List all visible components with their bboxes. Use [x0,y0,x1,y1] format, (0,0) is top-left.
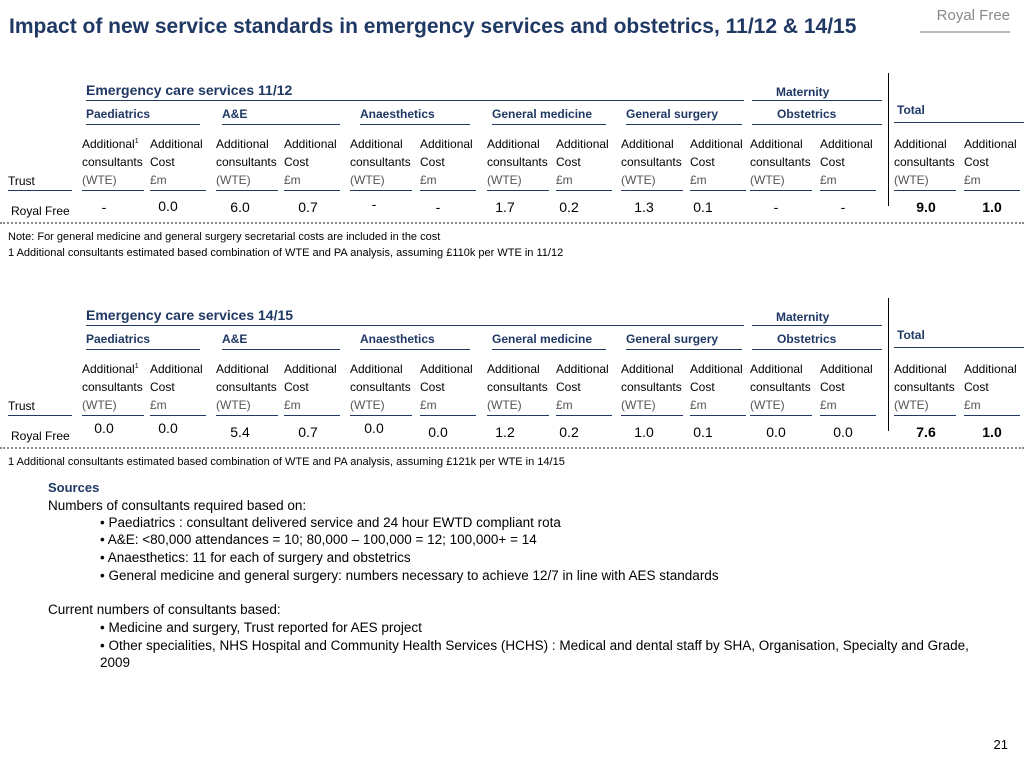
specialty-header: General surgery [626,332,719,346]
table-cell: - [371,196,377,212]
column-header: Additional consultants (WTE) [487,362,548,412]
specialty-header: General medicine [492,107,593,121]
section-title: Emergency care services 11/12 [86,82,293,98]
column-header: Additional Cost £m [556,362,609,412]
sources-bullet: • A&E: <80,000 attendances = 10; 80,000 – 100,000 = 12; 100,000+ = 14 [100,532,537,547]
specialty-header: Anaesthetics [360,332,435,346]
specialty-header: A&E [222,332,248,346]
column-header: Additional Cost £m [820,362,873,412]
table-cell: 1.0 [634,424,654,440]
table-cell: 0.0 [428,424,448,440]
current-bullet: • Medicine and surgery, Trust reported for AES project [100,620,422,635]
table-cell: - [435,199,441,215]
specialty-underline [360,349,470,350]
current-bullet: • Other specialities, NHS Hospital and Community Health Services (HCHS) : Medical and dental staff by SHA, Organisation, Specialty and Grade, 2009 [100,638,969,670]
column-header: Additional Cost £m [964,137,1017,187]
table-cell: 6.0 [230,199,250,215]
column-header: Additional Cost £m [420,362,473,412]
column-header: Additional Cost £m [820,137,873,187]
column-header: Additional consultants (WTE) [350,362,411,412]
specialty-header: General medicine [492,332,593,346]
table-cell: - [101,199,107,215]
sources-bullet: • Anaesthetics: 11 for each of surgery and obstetrics [100,550,411,565]
specialty-underline [626,124,742,125]
column-underline [820,415,876,416]
table-cell: - [840,199,846,215]
page-number: 21 [993,737,1008,752]
total-underline [894,122,1024,123]
row-label: Royal Free [11,204,70,218]
table-cell: 0.7 [298,199,318,215]
column-header: Additional Cost £m [964,362,1017,412]
page-title: Impact of new service standards in emergency services and obstetrics, 11/12 & 14/15 [9,15,857,38]
column-header: Additional consultants (WTE) [894,362,955,412]
column-underline [420,415,476,416]
table-cell: 1.2 [495,424,515,440]
table-cell: 1.0 [982,424,1002,440]
column-underline [487,190,549,191]
column-underline [150,415,206,416]
column-underline [750,415,812,416]
table2-footnote: 1 Additional consultants estimated based combination of WTE and PA analysis, assuming £121k per WTE in 14/15 [8,456,565,468]
trust-underline [8,190,72,191]
sources-bullet: • Paediatrics : consultant delivered service and 24 hour EWTD compliant rota [100,515,561,530]
specialty-underline [492,124,606,125]
section-underline [86,100,744,101]
specialty-header: Anaesthetics [360,107,435,121]
footnote-marker: 1 [134,363,139,370]
column-header: Additional$^1$ consultants (WTE) [82,362,143,412]
column-header: Additional Cost £m [690,137,743,187]
column-underline [964,415,1020,416]
row-divider [0,222,1024,224]
column-header: Additional consultants (WTE) [750,137,811,187]
trust-label: Trust [8,174,35,188]
footnote-marker: 1 [134,138,139,145]
column-underline [150,190,206,191]
table-cell: 0.0 [158,420,178,436]
specialty-header: General surgery [626,107,719,121]
row-divider [0,447,1024,449]
section-title: Emergency care services 14/15 [86,307,294,323]
specialty-header: Obstetrics [777,107,837,121]
column-header: Additional Cost £m [284,362,337,412]
table-cell: 9.0 [916,199,936,215]
column-underline [750,190,812,191]
sources-heading: Sources [48,480,100,495]
table-cell: - [773,199,779,215]
column-underline [420,190,476,191]
total-divider [888,298,889,431]
specialty-header: Paediatrics [86,107,151,121]
table-cell: 0.0 [833,424,853,440]
specialty-underline [752,349,882,350]
section-underline [86,325,744,326]
table-cell: 0.2 [559,199,579,215]
table1-note: Note: For general medicine and general surgery secretarial costs are included in the cost [8,231,441,243]
column-underline [621,190,683,191]
specialty-underline [360,124,470,125]
column-underline [350,190,412,191]
row-label: Royal Free [11,429,70,443]
specialty-header: Paediatrics [86,332,151,346]
column-underline [216,415,278,416]
column-header: Additional consultants (WTE) [621,362,682,412]
column-underline [284,190,340,191]
column-header: Additional consultants (WTE) [894,137,955,187]
table-cell: 7.6 [916,424,936,440]
column-header: Additional Cost £m [420,137,473,187]
royal-free-logo: Royal Free [920,5,1010,33]
current-numbers-intro: Current numbers of consultants based: [48,602,281,617]
table-cell: 1.3 [634,199,654,215]
specialty-header: A&E [222,107,248,121]
column-underline [284,415,340,416]
maternity-underline [752,325,882,326]
sources-intro: Numbers of consultants required based on: [48,498,307,513]
column-header: Additional Cost £m [150,362,203,412]
table-cell: 0.0 [766,424,786,440]
column-underline [894,190,956,191]
specialty-underline [626,349,742,350]
table-cell: 1.7 [495,199,515,215]
column-underline [82,190,144,191]
maternity-label: Maternity [776,310,830,324]
column-header: Additional consultants (WTE) [750,362,811,412]
table-cell: 5.4 [230,424,250,440]
trust-label: Trust [8,399,35,413]
column-header: Additional Cost £m [556,137,609,187]
column-header: Additional consultants (WTE) [350,137,411,187]
total-label: Total [897,103,925,117]
table-cell: 0.0 [158,198,178,214]
maternity-underline [752,100,882,101]
column-underline [621,415,683,416]
column-underline [964,190,1020,191]
specialty-underline [222,349,340,350]
column-underline [690,190,746,191]
specialty-header: Obstetrics [777,332,837,346]
sources-bullet: • General medicine and general surgery: numbers necessary to achieve 12/7 in line with AES standards [100,568,719,583]
specialty-underline [492,349,606,350]
column-underline [690,415,746,416]
specialty-underline [86,349,200,350]
specialty-underline [752,124,882,125]
column-header: Additional consultants (WTE) [216,137,277,187]
specialty-underline [222,124,340,125]
column-header: Additional Cost £m [284,137,337,187]
column-header: Additional Cost £m [690,362,743,412]
table-cell: 1.0 [982,199,1002,215]
column-header: Additional consultants (WTE) [487,137,548,187]
column-header: Additional$^1$ consultants (WTE) [82,137,143,187]
specialty-underline [86,124,200,125]
column-underline [82,415,144,416]
total-label: Total [897,328,925,342]
table-cell: 0.1 [693,199,713,215]
table-cell: 0.2 [559,424,579,440]
column-underline [216,190,278,191]
trust-underline [8,415,72,416]
column-underline [894,415,956,416]
column-underline [820,190,876,191]
maternity-label: Maternity [776,85,830,99]
table-cell: 0.1 [693,424,713,440]
column-underline [556,415,612,416]
table-cell: 0.0 [94,420,114,436]
column-header: Additional Cost £m [150,137,203,187]
column-header: Additional consultants (WTE) [621,137,682,187]
table1-footnote: 1 Additional consultants estimated based combination of WTE and PA analysis, assuming £110k per WTE in 11/12 [8,247,564,259]
column-underline [487,415,549,416]
table-cell: 0.0 [364,420,384,436]
table-cell: 0.7 [298,424,318,440]
column-underline [556,190,612,191]
column-header: Additional consultants (WTE) [216,362,277,412]
total-underline [894,347,1024,348]
total-divider [888,73,889,206]
column-underline [350,415,412,416]
